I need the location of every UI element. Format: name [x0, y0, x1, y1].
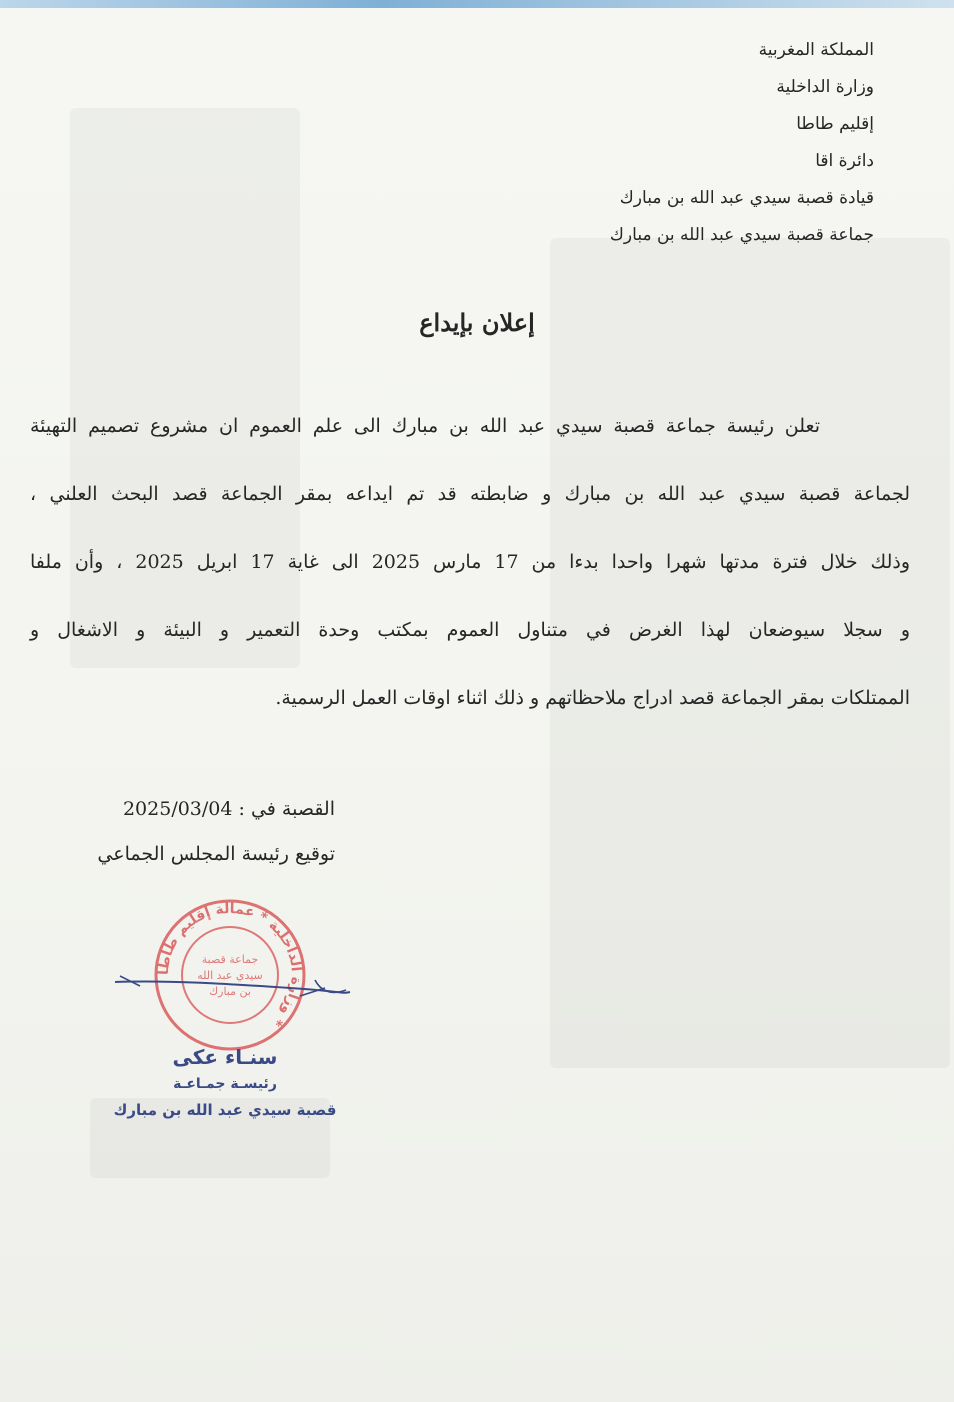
stamp-inner-line: بن مبارك [209, 985, 251, 998]
letterhead-line: إقليم طاطا [796, 114, 874, 134]
top-edge-strip [0, 0, 954, 8]
signer-role: رئيسـة جمـاعـة [173, 1076, 277, 1092]
signature-label: توقيع رئيسة المجلس الجماعي [97, 843, 335, 865]
signer-entity: قصبة سيدي عبد الله بن مبارك [113, 1101, 337, 1119]
letterhead [514, 32, 874, 254]
handwritten-signature [110, 968, 355, 1008]
body-line: لجماعة قصبة سيدي عبد الله بن مبارك و ضابطته قد تم ايداعه بمقر الجماعة قصد البحث العلني ، [30, 483, 910, 505]
signer-name: سنـاء عكى [172, 1045, 278, 1069]
letterhead-line: وزارة الداخلية [776, 77, 874, 97]
body-line: وذلك خلال فترة مدتها شهرا واحدا بدءا من 17 مارس 2025 الى غاية 17 ابريل 2025 ، وأن ملفا [30, 551, 910, 573]
body-line: و سجلا سيوضعان لهذا الغرض في متناول العموم بمكتب وحدة التعمير و البيئة و الاشغال و [30, 619, 910, 641]
place-and-date: القصبة في : 2025/03/04 [122, 798, 335, 820]
letterhead-line: المملكة المغربية [758, 40, 874, 60]
announcement-body [30, 402, 910, 742]
body-line: الممتلكات بمقر الجماعة قصد ادراج ملاحظاتهم و ذلك اثناء اوقات العمل الرسمية. [275, 687, 910, 709]
signer-block [110, 1042, 340, 1124]
body-line: تعلن رئيسة جماعة قصبة سيدي عبد الله بن مبارك الى علم العموم ان مشروع تصميم التهيئة [30, 415, 820, 437]
letterhead-line: جماعة قصبة سيدي عبد الله بن مبارك [609, 225, 874, 245]
stamp-inner-line: جماعة قصبة [201, 953, 259, 966]
stamp-outer-text: وزارة الداخلية * عمالة إقليم طاطا * [155, 900, 305, 1030]
letterhead-line: دائرة اقا [815, 151, 874, 171]
document-title: إعلان بإيداع [419, 308, 535, 337]
letterhead-line: قيادة قصبة سيدي عبد الله بن مبارك [619, 188, 874, 208]
stamp-inner-line: سيدي عبد الله [197, 969, 263, 982]
